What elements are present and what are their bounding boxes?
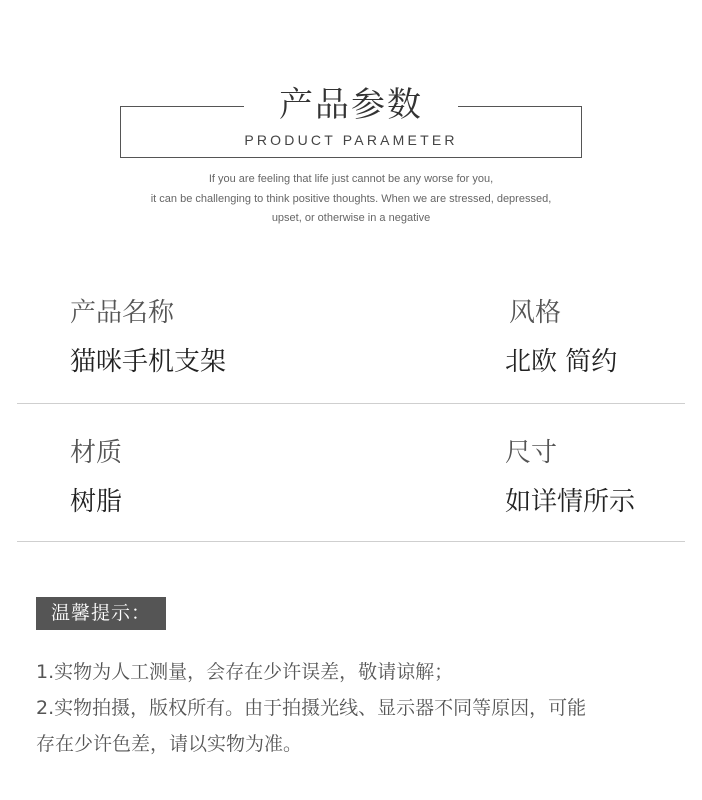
product-name-value: 猫咪手机支架 — [70, 347, 227, 377]
frame-left-line — [120, 106, 121, 158]
notice-badge: 温馨提示： — [36, 597, 166, 630]
frame-bottom-line — [120, 157, 582, 158]
notice-text — [36, 654, 676, 762]
divider — [17, 403, 685, 404]
frame-top-left-line — [120, 106, 244, 107]
style-value: 北欧 简约 — [505, 347, 618, 377]
divider — [17, 541, 685, 542]
intro-text — [100, 170, 602, 229]
material-value: 树脂 — [70, 487, 123, 517]
intro-line: upset, or otherwise in a negative — [271, 212, 431, 224]
intro-line: If you are feeling that life just cannot be any worse for you, — [208, 173, 494, 185]
frame-right-line — [581, 106, 582, 158]
intro-line: it can be challenging to think positive thoughts. When we are stressed, depressed, — [150, 192, 552, 205]
section-subtitle: PRODUCT PARAMETER — [244, 132, 458, 148]
notice-line: 1.实物为人工测量，会存在少许误差，敬请谅解； — [36, 661, 454, 683]
notice-line: 存在少许色差，请以实物为准。 — [36, 733, 303, 755]
size-label: 尺寸 — [505, 438, 558, 468]
section-title: 产品参数 — [279, 85, 423, 125]
notice-line: 2.实物拍摄，版权所有。由于拍摄光线、显示器不同等原因，可能 — [36, 697, 587, 719]
material-label: 材质 — [70, 438, 123, 468]
product-name-label: 产品名称 — [70, 298, 175, 328]
style-label: 风格 — [509, 298, 562, 328]
frame-top-right-line — [458, 106, 582, 107]
size-value: 如详情所示 — [505, 487, 636, 517]
